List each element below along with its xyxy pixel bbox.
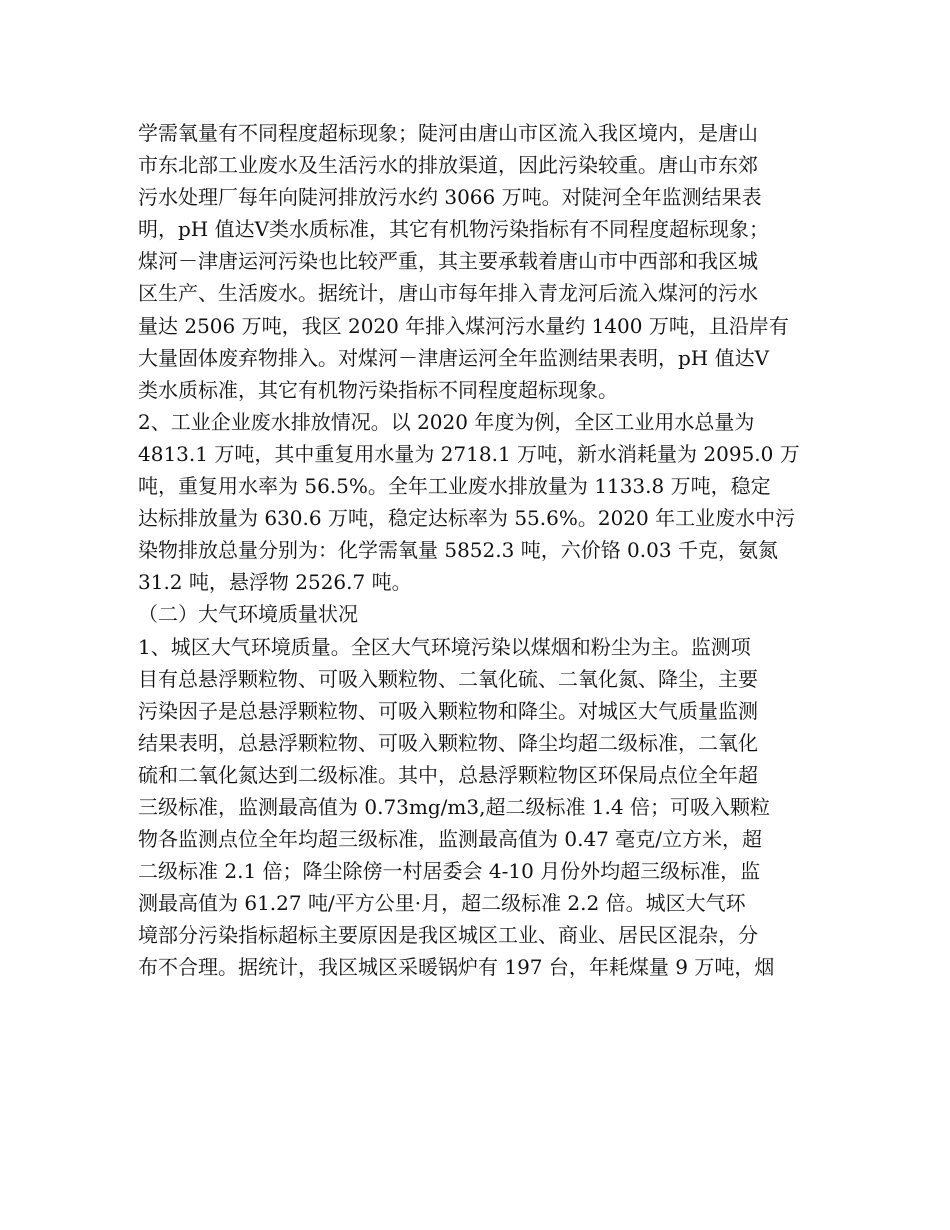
text-line: 类水质标准，其它有机物污染指标不同程度超标现象。 [138,377,618,402]
text-line: 达标排放量为 630.6 万吨，稳定达标率为 55.6%。2020 年工业废水中污 [138,506,796,531]
text-line: 1、城区大气环境质量。全区大气环境污染以煤烟和粉尘为主。监测项 [138,634,751,659]
text-line: 布不合理。据统计，我区城区采暖锅炉有 197 台，年耗煤量 9 万吨，烟 [138,955,775,980]
text-line: 染物排放总量分别为：化学需氧量 5852.3 吨，六价铬 0.03 千克，氨氮 [138,538,778,563]
text-line: 区生产、生活废水。据统计，唐山市每年排入青龙河后流入煤河的污水 [138,281,758,306]
text-line: 污染因子是总悬浮颗粒物、可吸入颗粒物和降尘。对城区大气质量监测 [138,698,758,723]
text-line: 学需氧量有不同程度超标现象；陡河由唐山市区流入我区境内，是唐山 [138,121,758,145]
text-line: 量达 2506 万吨，我区 2020 年排入煤河污水量约 1400 万吨，且沿岸有 [138,313,789,338]
text-line: 三级标准，监测最高值为 0.73mg/m3,超二级标准 1.4 倍；可吸入颗粒 [138,794,770,819]
text-line: 结果表明，总悬浮颗粒物、可吸入颗粒物、降尘均超二级标准，二氧化 [138,730,758,755]
text-line: 市东北部工业废水及生活污水的排放渠道，因此污染较重。唐山市东郊 [138,153,758,178]
text-line: 大量固体废弃物排入。对煤河－津唐运河全年监测结果表明，pH 值达Ⅴ [138,345,770,370]
text-line: 污水处理厂每年向陡河排放污水约 3066 万吨。对陡河全年监测结果表 [138,185,762,210]
text-line: 测最高值为 61.27 吨/平方公里·月，超二级标准 2.2 倍。城区大气环 [138,891,746,916]
text-line: 明，pH 值达Ⅴ类水质标准，其它有机物污染指标有不同程度超标现象； [138,217,770,242]
text-line: 吨，重复用水率为 56.5%。全年工业废水排放量为 1133.8 万吨，稳定 [138,474,771,499]
text-line: 二级标准 2.1 倍；降尘除傍一村居委会 4-10 月份外均超三级标准，监 [138,859,761,884]
text-line: 4813.1 万吨，其中重复用水量为 2718.1 万吨，新水消耗量为 2095.0 万 [138,441,800,466]
text-line: 物各监测点位全年均超三级标准，监测最高值为 0.47 毫克/立方米，超 [138,827,762,852]
text-line: 2、工业企业废水排放情况。以 2020 年度为例，全区工业用水总量为 [138,409,755,434]
text-line: （二）大气环境质量状况 [138,602,358,627]
text-line: 煤河－津唐运河污染也比较严重，其主要承载着唐山市中西部和我区城 [138,249,758,274]
text-line: 硫和二氧化氮达到二级标准。其中，总悬浮颗粒物区环保局点位全年超 [138,762,758,787]
text-line: 境部分污染指标超标主要原因是我区城区工业、商业、居民区混杂，分 [138,923,758,948]
text-line: 31.2 吨，悬浮物 2526.7 吨。 [138,570,412,595]
document-body [138,117,818,984]
text-line: 目有总悬浮颗粒物、可吸入颗粒物、二氧化硫、二氧化氮、降尘，主要 [138,666,758,691]
